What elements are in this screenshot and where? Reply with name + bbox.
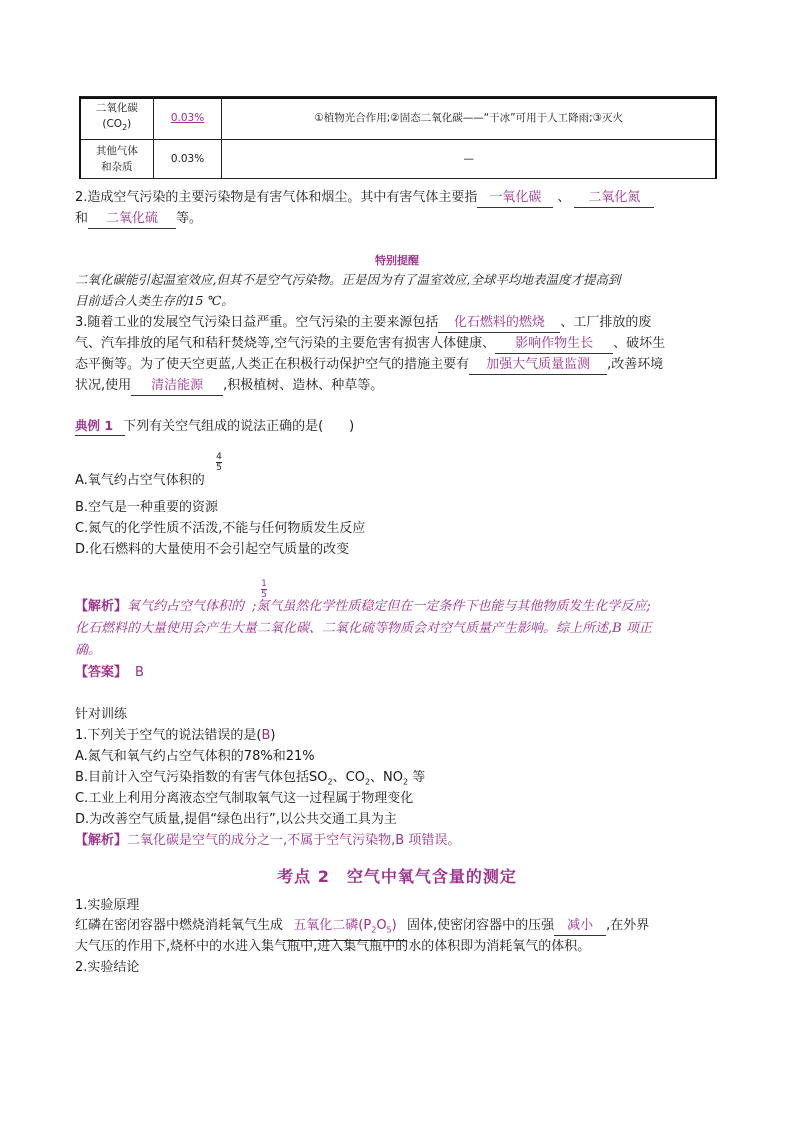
section-heading: 考点 2 空气中氧气含量的测定 <box>277 867 517 886</box>
note-line-1: 二氧化碳能引起温室效应,但其不是空气污染物。正是因为有了温室效应,全球平均地表温度才提高到 <box>75 272 621 287</box>
section-2-line-1: 红磷在密闭容器中燃烧消耗氧气生成 五氧化二磷$(P_2O_5)$ 固体,使密闭容器中的压强 减小 ,在外界 <box>75 916 649 941</box>
example-tag-underline <box>75 435 125 436</box>
paragraph-3-line-3: 态平衡等。为了使天空更蓝,人类正在积极行动保护空气的措施主要有 加强大气质量监测 ,改善环境 <box>75 355 663 375</box>
paragraph-3-line-2: 气、汽车排放的尾气和秸秆焚烧等,空气污染的主要危害有损害人体健康、 影响作物生长 、破坏生 <box>75 334 665 354</box>
training-analysis: 【解析】二氧化碳是空气的成分之一,不属于空气污染物,B 项错误。 <box>75 833 461 848</box>
fraction-one-fifth: 1 5 <box>261 579 267 600</box>
training-question: 1.下列关于空气的说法错误的是(B) <box>75 728 276 743</box>
fill-blank: 减小 <box>554 917 606 936</box>
example-1-option-a: A.氧气约占空气体积的 <box>75 473 205 488</box>
fill-blank: 二氧化氮 <box>574 189 654 208</box>
gas-name-cell: 其他气体 和杂质 <box>80 140 153 179</box>
fill-blank: 五氧化二磷$(P_2O_5)$ <box>283 917 407 941</box>
example-1-answer: 【答案】 B <box>75 665 144 680</box>
training-title: 针对训练 <box>75 707 128 722</box>
air-composition-table <box>79 96 717 179</box>
gas-use-cell: — <box>222 140 716 179</box>
example-1-option-d: D.化石燃料的大量使用不会引起空气质量的改变 <box>75 542 350 557</box>
example-1-question: 典例 1 下列有关空气组成的说法正确的是( ) <box>75 418 355 434</box>
fill-blank: 加强大气质量监测 <box>469 356 607 375</box>
note-title: 特别提醒 <box>375 254 419 267</box>
gas-name-cell <box>80 97 153 140</box>
gas-name: 二氧化碳 <box>95 101 138 114</box>
table-row <box>80 140 716 179</box>
fill-blank: 一氧化碳 <box>477 189 553 208</box>
training-option-a: A.氮气和氧气约占空气体积的78%和21% <box>75 749 315 764</box>
fraction-four-fifths: 4 5 <box>216 452 222 473</box>
gas-percent-cell: 0.03% <box>153 97 222 140</box>
section-2-line-2: 大气压的作用下,烧杯中的水进入集气瓶中,进入集气瓶中的水的体积即为消耗氧气的体积。 <box>75 939 591 954</box>
fill-blank: 影响作物生长 <box>495 335 613 354</box>
example-1-analysis-line-3: 确。 <box>75 643 102 658</box>
example-1-analysis-line-1: 【解析】氧气约占空气体积的 ;氮气虽然化学性质稳定但在一定条件下也能与其他物质发生化学反应; <box>75 599 651 614</box>
gas-formula: $(CO_2)$ <box>102 117 132 133</box>
training-option-b: B.目前计入空气污染指数的有害气体包括$SO_2$、$CO_2$、$NO_2$ 等 <box>75 770 426 787</box>
section-2-subheading-1: 1.实验原理 <box>75 898 140 913</box>
paragraph-3-line-1: 3.随着工业的发展空气污染日益严重。空气污染的主要来源包括 化石燃料的燃烧 、工厂排放的废 <box>75 313 651 333</box>
note-line-2: 目前适合人类生存的15 ℃。 <box>75 293 234 308</box>
fill-blank: 清洁能源 <box>131 377 223 396</box>
fill-blank: 二氧化硫 <box>88 210 176 229</box>
paragraph-2-line-2: 和 二氧化硫 等。 <box>75 209 202 229</box>
paragraph-2-line-1: 2.造成空气污染的主要污染物是有害气体和烟尘。其中有害气体主要指 一氧化碳 、 二氧化氮 <box>75 188 654 208</box>
table-row <box>80 97 716 140</box>
gas-percent-cell: 0.03% <box>153 140 222 179</box>
section-2-subheading-2: 2.实验结论 <box>75 960 140 975</box>
training-option-c: C.工业上利用分离液态空气制取氧气这一过程属于物理变化 <box>75 791 414 806</box>
example-tag: 典例 1 <box>75 418 114 433</box>
fill-blank: 化石燃料的燃烧 <box>438 314 560 333</box>
example-1-option-b: B.空气是一种重要的资源 <box>75 500 219 515</box>
example-1-option-c: C.氮气的化学性质不活泼,不能与任何物质发生反应 <box>75 521 366 536</box>
training-option-d: D.为改善空气质量,提倡“绿色出行”,以公共交通工具为主 <box>75 812 397 827</box>
gas-use-cell: ①植物光合作用;②固态二氧化碳——“干冰”可用于人工降雨;③灭火 <box>222 97 716 140</box>
paragraph-3-line-4: 状况,使用 清洁能源 ,积极植树、造林、种草等。 <box>75 376 383 396</box>
example-1-analysis-line-2: 化石燃料的大量使用会产生大量二氧化碳、二氧化硫等物质会对空气质量产生影响。综上所述,B 项正 <box>75 621 652 636</box>
